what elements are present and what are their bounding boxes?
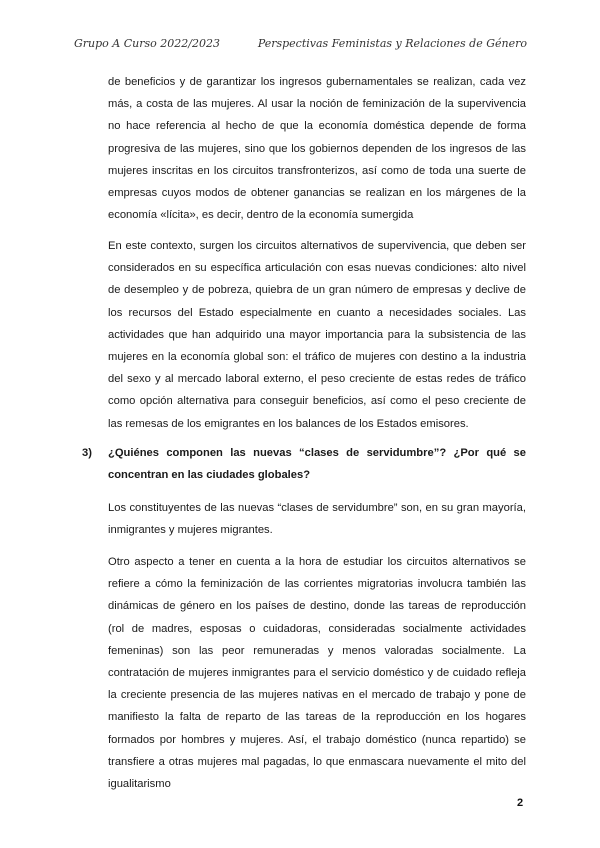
paragraph-servitude-classes: Los constituyentes de las nuevas “clases de servidumbre” son, en su gran mayoría, inmigrantes y mujeres migrantes. xyxy=(108,502,526,537)
paragraph-feminization-survival: de beneficios y de garantizar los ingresos gubernamentales se realizan, cada vez más, a costa de las mujeres. Al usar la noción de feminización de la supervivencia no hace referencia al hecho de que la economía doméstica depende de forma progresiva de las mujeres, sino que los gobiernos dependen de los ingresos de las mujeres inscritas en los circuitos transfronterizos, así como de toda una suerte de empresas cuyos modos de obtener ganancias se realizan en los márgenes de la economía «lícita», es decir, dentro de la economía sumergida xyxy=(108,76,526,222)
header-course: Grupo A Curso 2022/2023 xyxy=(74,37,220,50)
header-subject: Perspectivas Feministas y Relaciones de Género xyxy=(257,37,527,50)
page-number: 2 xyxy=(517,797,524,809)
paragraph-migration-gender: Otro aspecto a tener en cuenta a la hora de estudiar los circuitos alternativos se refiere a cómo la feminización de las corrientes migratorias involucra también las dinámicas de género en los países de destino, donde las tareas de reproducción (rol de madres, esposas o cuidadoras, consideradas socialmente actividades femeninas) son las peor remuneradas y menos valoradas socialmente. La contratación de mujeres inmigrantes para el servicio doméstico y de cuidado refleja la creciente presencia de las mujeres nativas en el mercado de trabajo y pone de manifiesto la falta de reparto de las tareas de la reproducción en los hogares formados por hombres y mujeres. Así, el trabajo doméstico (nunca repartido) se transfiere a otras mujeres mal pagadas, lo que enmascara nuevamente el mito del igualitarismo xyxy=(108,556,526,791)
question-number: 3) xyxy=(82,447,92,459)
question-heading xyxy=(82,442,526,486)
paragraph-alternative-circuits: En este contexto, surgen los circuitos alternativos de supervivencia, que deben ser considerados en su específica articulación con esas nuevas condiciones: alto nivel de desempleo y de pobreza, quiebra de un gran número de empresas y declive de los recursos del Estado especialmente en cuanto a necesidades sociales. Las actividades que han adquirido una mayor importancia para la subsistencia de las mujeres en la economía global son: el tráfico de mujeres con destino a la industria del sexo y al mercado laboral externo, el peso creciente de estas redes de tráfico como opción alternativa para conseguir beneficios, así como el peso creciente de las remesas de los emigrantes en los balances de los Estados emisores. xyxy=(108,240,526,430)
question-text: ¿Quiénes componen las nuevas “clases de servidumbre”? ¿Por qué se concentran en las ciudades globales? xyxy=(108,447,526,482)
